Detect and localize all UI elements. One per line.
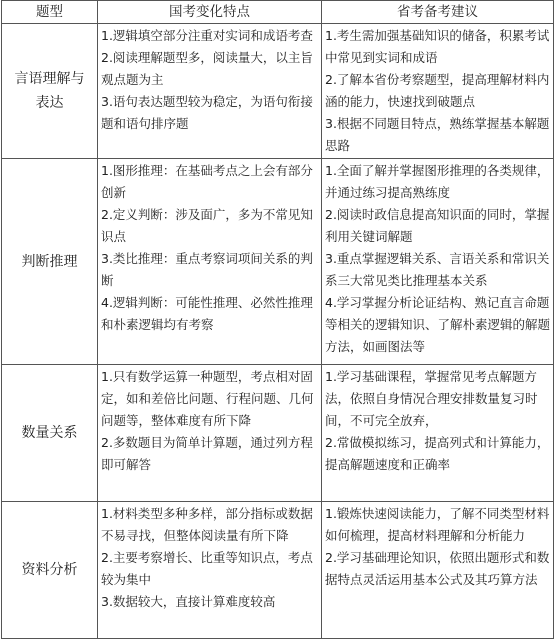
provincial-cell bbox=[322, 365, 554, 502]
header-row bbox=[2, 1, 554, 24]
provincial-point: 1.考生需加强基础知识的储备，积累考试中常见到实词和成语 bbox=[325, 28, 550, 65]
provincial-point: 4.学习掌握分析论证结构、熟记直言命题等相关的逻辑知识、了解朴素逻辑的解题方法，如画图法等 bbox=[325, 295, 551, 354]
provincial-cell bbox=[322, 159, 554, 365]
national-point: 2.阅读理解题型多，阅读量大，以主旨观点题为主 bbox=[101, 50, 313, 87]
row-type: 数量关系 bbox=[2, 365, 98, 502]
national-point: 3.类比推理：重点考察词项间关系的判断 bbox=[101, 251, 313, 288]
header-national-features: 国考变化特点 bbox=[98, 1, 322, 24]
national-point: 1.材料类型多种多样，部分指标或数据不易寻找，但整体阅读量有所下降 bbox=[101, 506, 313, 543]
national-point: 1.图形推理：在基础考点之上会有部分创新 bbox=[101, 163, 313, 200]
row-type: 资料分析 bbox=[2, 502, 98, 639]
table-row bbox=[2, 24, 554, 159]
national-point: 4.逻辑判断：可能性推理、必然性推理和朴素逻辑均有考察 bbox=[101, 295, 313, 332]
national-cell bbox=[98, 159, 322, 365]
provincial-point: 1.全面了解并掌握图形推理的各类规律，并通过练习提高熟练度 bbox=[325, 163, 550, 200]
national-cell bbox=[98, 365, 322, 502]
row-type: 判断推理 bbox=[2, 159, 98, 365]
provincial-cell bbox=[322, 502, 554, 639]
provincial-point: 3.根据不同题目特点，熟练掌握基本解题思路 bbox=[325, 116, 550, 153]
national-point: 2.定义判断：涉及面广，多为不常见知识点 bbox=[101, 207, 313, 244]
national-cell bbox=[98, 502, 322, 639]
provincial-point: 2.了解本省份考察题型，提高理解材料内涵的能力，快速找到破题点 bbox=[325, 72, 550, 109]
national-point: 1.只有数学运算一种题型，考点相对固定，如和差倍比问题、行程问题、几何问题等，整体难度有所下降 bbox=[101, 369, 314, 428]
provincial-point: 3.重点掌握逻辑关系、言语关系和常识关系三大常见类比推理基本关系 bbox=[325, 251, 550, 288]
table-row bbox=[2, 159, 554, 365]
provincial-point: 2.阅读时政信息提高知识面的同时，掌握利用关键词解题 bbox=[325, 207, 550, 244]
provincial-point: 1.锻炼快速阅读能力，了解不同类型材料如何梳理，提高材料理解和分析能力 bbox=[325, 506, 550, 543]
provincial-point: 1.学习基础课程，掌握常见考点解题方法，依照自身情况合理安排数量复习时间，不可完全放弃， bbox=[325, 369, 538, 428]
national-point: 3.语句表达题型较为稳定，为语句衔接题和语句排序题 bbox=[101, 94, 313, 131]
provincial-point: 2.学习基础理论知识，依照出题形式和数据特点灵活运用基本公式及其巧算方法 bbox=[325, 550, 550, 587]
table-row bbox=[2, 365, 554, 502]
provincial-cell bbox=[322, 24, 554, 159]
national-point: 3.数据较大，直接计算难度较高 bbox=[101, 594, 276, 609]
national-point: 2.主要考察增长、比重等知识点，考点较为集中 bbox=[101, 550, 313, 587]
national-point: 2.多数题目为简单计算题，通过列方程即可解答 bbox=[101, 435, 313, 472]
table-row bbox=[2, 502, 554, 639]
row-type: 言语理解与表达 bbox=[2, 24, 98, 159]
provincial-point: 2.常做模拟练习，提高列式和计算能力，提高解题速度和正确率 bbox=[325, 435, 550, 472]
header-provincial-advice: 省考备考建议 bbox=[322, 1, 554, 24]
national-point: 1.逻辑填空部分注重对实词和成语考查 bbox=[101, 28, 313, 43]
comparison-table bbox=[1, 0, 554, 639]
header-question-type: 题型 bbox=[2, 1, 98, 24]
national-cell bbox=[98, 24, 322, 159]
